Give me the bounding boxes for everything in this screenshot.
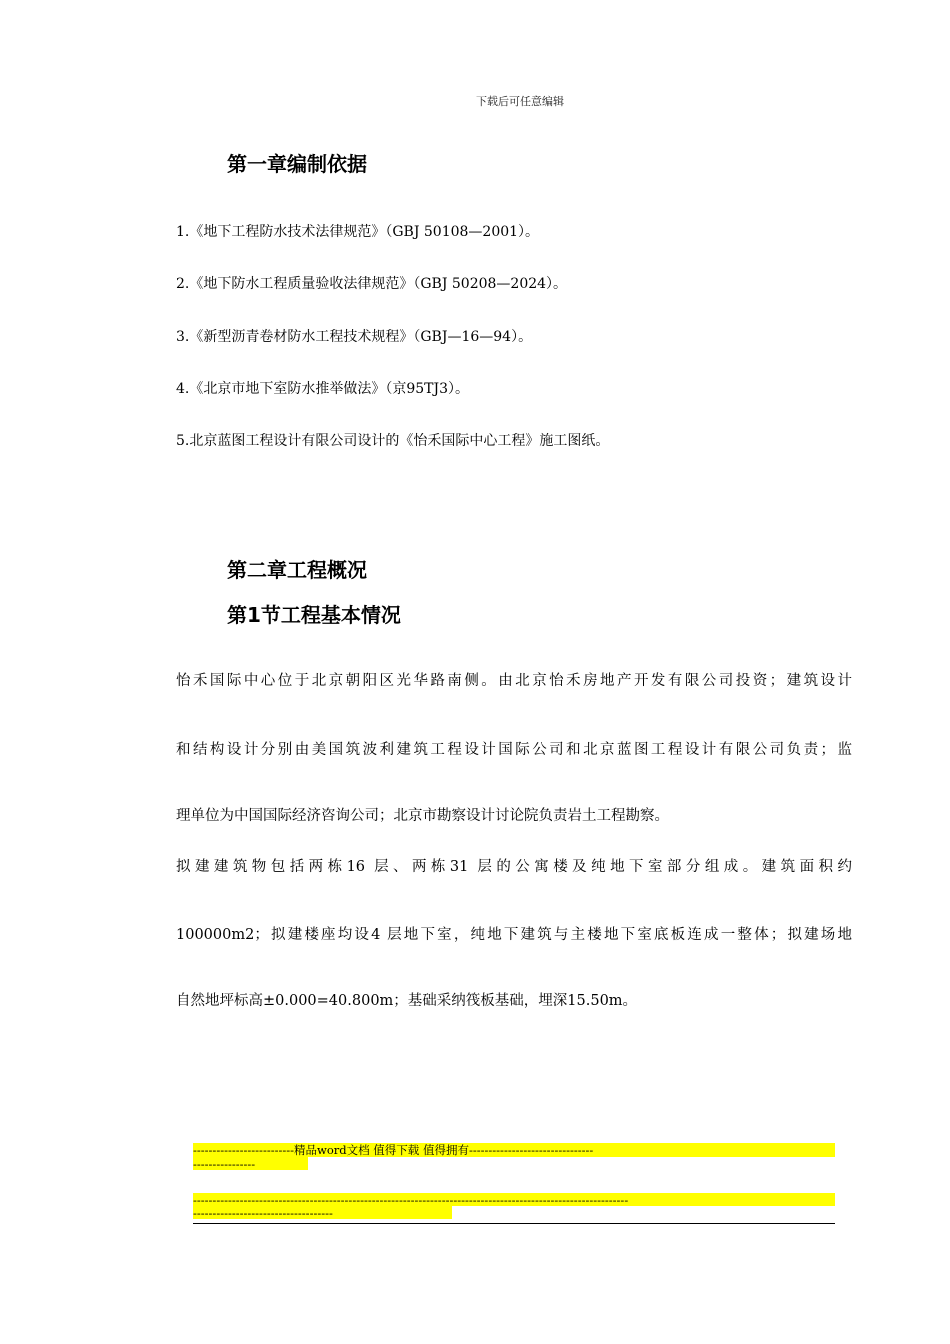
reference-item-3: 3.《新型沥青卷材防水工程技术规程》（GBJ—16—94）。 [176,329,533,345]
reference-item-4: 4.《北京市地下室防水推举做法》（京95TJ3）。 [176,381,470,397]
footer-banner-prefix: -------------------------- [193,1143,295,1157]
reference-item-1: 1.《地下工程防水技术法律规范》（GBJ 50108—2001）。 [176,224,540,240]
footer-divider [193,1223,835,1224]
overview-para2-line2: 100000m2；拟建楼座均设4 层地下室，纯地下建筑与主楼地下室底板连成一整体；拟建场地 [176,927,852,943]
overview-para2-line1: 拟建建筑物包括两栋16 层、两栋31 层的公寓楼及纯地下室部分组成。建筑面积约 [176,859,852,875]
reference-item-2: 2.《地下防水工程质量验收法律规范》（GBJ 50208—2024）。 [176,276,568,292]
overview-para1-line1: 怡禾国际中心位于北京朝阳区光华路南侧。由北京怡禾房地产开发有限公司投资；建筑设计 [176,673,852,689]
footer-dash-block [193,1193,835,1219]
page-header-note: 下载后可任意编辑 [476,95,564,108]
footer-banner-text: 精品word文档 值得下载 值得拥有 [294,1143,469,1157]
chapter-1-title: 第一章编制依据 [227,152,367,176]
footer-dash-line1: ---------------------------------------------------------------------------------------------------------------- [193,1193,835,1206]
footer-banner-suffix: -------------------------------- [468,1143,594,1157]
section-1-title: 第1节工程基本情况 [227,603,401,627]
chapter-2-title: 第二章工程概况 [227,558,367,582]
footer-banner-line2: ---------------- [193,1157,308,1170]
footer-dash-line2: ------------------------------------ [193,1206,452,1219]
overview-para1-line2: 和结构设计分别由美国筑波利建筑工程设计国际公司和北京蓝图工程设计有限公司负责；监 [176,742,852,758]
overview-para2-line3: 自然地坪标高±0.000=40.800m；基础采纳筏板基础，埋深15.50m。 [176,993,638,1009]
footer-banner [193,1143,835,1170]
reference-item-5: 5.北京蓝图工程设计有限公司设计的《怡禾国际中心工程》施工图纸。 [176,433,610,449]
overview-para1-line3: 理单位为中国国际经济咨询公司；北京市勘察设计讨论院负责岩土工程勘察。 [176,808,669,824]
footer-banner-line1 [193,1143,835,1157]
